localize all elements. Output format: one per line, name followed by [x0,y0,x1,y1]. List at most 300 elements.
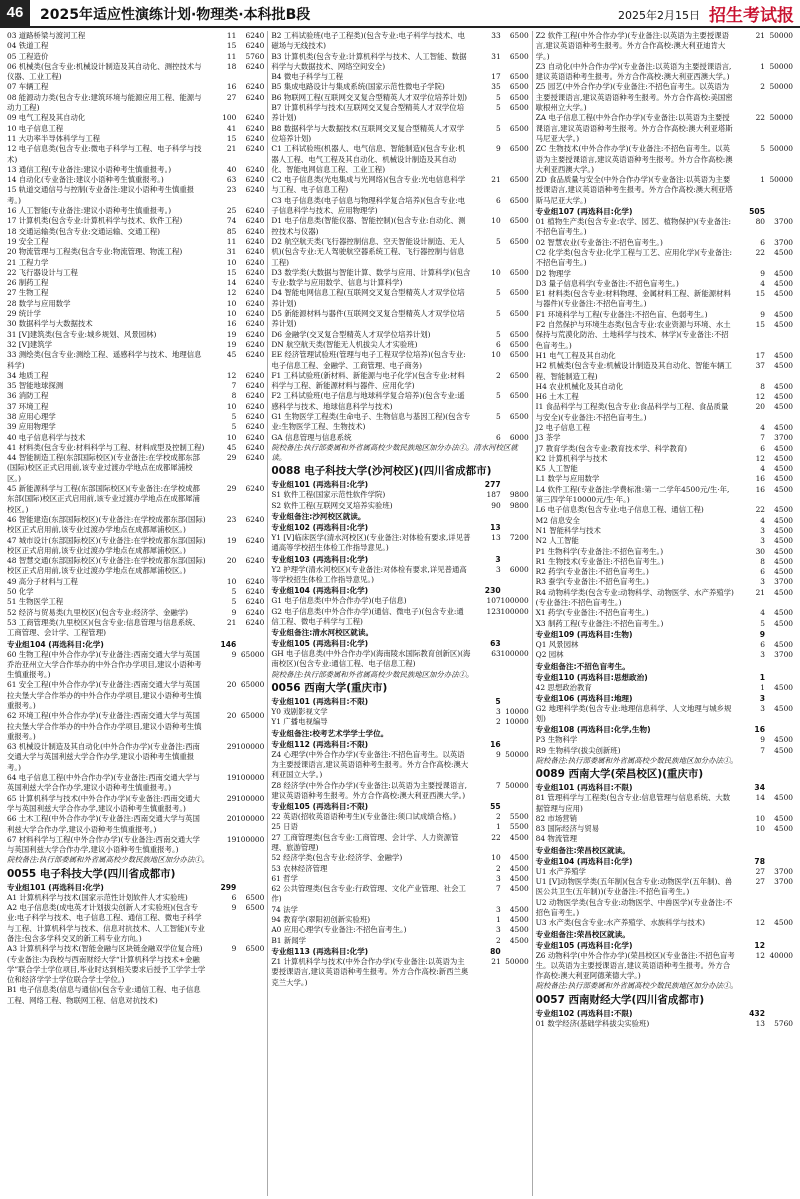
major-name: 安全工程(中外合作办学)(专业备注:西南交通大学与英国拉夫堡大学合作举办的中外合作办学项目,建议小语种考生慎重报考。) [7,680,202,710]
major-entry [536,746,793,756]
major-name: 电子信息类(光电集成与光网络)(包含专业:光电信息科学与工程、电子信息工程) [271,175,466,195]
major-entry [271,533,528,554]
group-header [271,638,528,649]
group-label: 专业组107 (再选科目:化学) [535,207,633,217]
major-name: 生物技术(中外合作办学)(专业备注:不招色盲考生。以英语为主要授课语言,建议英语语种考生报考。外方合作高校:澳大利亚西澳大学。) [535,144,733,174]
major-name: 自然保护与环境生态类(包含专业:农业资源与环境、水土保持与荒漠化防治、土地科学与技术、林学)(专业备注:不招色盲考生。) [535,320,731,350]
major-name: 软件工程(专业备注:学费标准:第一二学年4500元/生·年,第三四学年10000元/生·年。) [535,484,730,505]
major-code: Z1 [271,956,282,966]
tuition-fee: 4500 [509,832,529,842]
major-name: 统计学 [18,309,41,319]
tuition-fee: 4500 [774,484,793,494]
major-name: 物联网工程(互联网交叉复合型精英人才双学位培养计划) [283,92,467,102]
tuition-fee: 6240 [245,92,265,102]
major-name: 环境工程 [18,401,49,411]
tuition-fee: 6240 [245,381,265,391]
major-code: D5 [271,309,282,319]
major-name: 新能源材料与器件(互联网交叉复合型精英人才双学位培养计划) [271,309,465,329]
major-name: 经济学(中外合作办学)(专业备注:以英语为主要授课语言,建议英语语种考生报考。外方合作高校:澳大利亚西澳大学。) [271,780,468,800]
group-count: 80 [490,946,501,956]
plan-count: 187 [486,490,501,500]
major-entry [7,422,264,432]
group-count: 12 [754,940,765,950]
plan-count: 12 [755,392,765,402]
major-name: 经济学类(包含专业:经济学、金融学) [283,853,403,863]
major-name: 工商管理类(九里校区)(包含专业:信息管理与信息系统、工商管理、会计学、工程管理) [7,617,200,638]
major-entry [7,618,264,639]
major-code: 50 [7,587,17,597]
major-entry [536,361,793,382]
plan-count: 1 [760,61,765,71]
tuition-fee: 6500 [509,309,529,319]
major-code: Z8 [271,780,282,790]
tuition-fee: 6500 [509,123,529,133]
major-entry [7,175,264,185]
major-name: 农业机械化及其自动化 [549,381,624,391]
plan-count: 11 [226,31,237,40]
major-name: 工商管理类(包含专业:工商管理、会计学、人力资源管理、旅游管理) [271,832,459,852]
major-code: 20 [7,247,17,257]
group-header [536,929,793,940]
tuition-fee: 100000 [500,596,529,606]
major-entry [7,577,264,587]
columns-container [0,28,800,1196]
major-entry [271,874,528,884]
major-code: K5 [535,464,546,474]
plan-count: 22 [755,247,765,257]
major-name: 戏剧影视文学 [283,707,328,717]
major-name: 电子信息类(中外合作办学)(海南陵水国际教育创新区)(海南校区)(包含专业:通信工程、电子信息工程) [271,649,471,669]
major-name: 工程造价 [18,51,49,61]
major-entry [7,903,264,944]
tuition-fee: 4500 [774,587,793,597]
major-code: G2 [535,703,547,713]
major-entry [7,113,264,123]
major-code: Y2 [271,564,281,574]
major-name: 工科试验班(机器人、电气信息、智能制造)(包含专业:机器人工程、电气工程及其自动化、机械设计制造及其自动化、智能电网信息工程、工业工程) [271,144,466,174]
tuition-fee: 6240 [245,391,265,401]
university-heading: 0057 西南财经大学(四川省成都市) [535,993,705,1006]
plan-count: 21 [226,617,237,627]
major-entry [536,144,793,175]
group-count: 34 [754,783,765,793]
major-code: 25 [271,822,281,832]
major-name: 人工智能 [549,536,579,546]
major-code: 05 [7,51,17,61]
plan-count: 63 [226,175,237,185]
major-name: 计算机类(包含专业:计算机科学与技术、人工智能、数据科学与大数据技术、网络空间安全) [271,51,467,71]
plan-count: 15 [226,41,237,51]
major-entry [271,905,528,915]
major-code: 46 [7,514,17,524]
plan-count: 12 [755,453,765,463]
plan-count: 21 [491,175,501,185]
major-entry [536,1019,793,1029]
tuition-fee: 100000 [236,834,265,844]
major-entry [536,269,793,279]
major-code: 62 [271,884,281,894]
major-name: 化学 [18,587,34,597]
plan-count: 9 [495,749,501,759]
major-entry [7,278,264,288]
major-entry [536,505,793,515]
tuition-fee: 3700 [774,877,793,887]
major-code: S2 [271,500,282,510]
major-code: 63 [7,742,17,752]
major-entry [7,742,264,773]
major-code: GH [271,649,284,659]
major-name: 数学经济(基础学科拔尖实验班) [547,1018,650,1028]
tuition-fee: 6240 [245,597,265,607]
major-entry [7,371,264,381]
school-note: 院校备注:执行部委属和外省属高校少数民族地区加分办法①。 [7,855,210,865]
major-name: 电子信息工程 [545,422,591,432]
major-name: 植物生产类(包含专业:农学、园艺、植物保护)(专业备注:不招色盲考生。) [535,217,732,237]
major-entry [536,310,793,320]
major-code: G1 [271,596,282,606]
major-code: 47 [7,535,17,545]
tuition-fee: 5760 [245,51,265,61]
tuition-fee: 50000 [769,175,793,185]
major-code: 94 [271,915,281,925]
major-name: 动物医学类(包含专业:动物医学、中兽医学)(专业备注:不招色盲考生。) [535,897,733,917]
major-code: F1 [271,370,282,380]
major-code: 61 [7,680,17,690]
major-code: H1 [535,350,547,360]
major-code: ZA [535,113,547,123]
major-name: 护理学(清水河校区)(专业备注:对体检有要求,详见普通高等学校招生体检工作指导意见。) [271,564,467,584]
tuition-fee: 6500 [509,391,529,401]
tuition-fee: 4500 [774,361,793,371]
major-code: 40 [7,432,17,442]
major-name: 园林 [548,650,564,660]
major-entry [271,216,528,237]
plan-count: 10 [491,853,501,863]
plan-count: 19 [226,834,237,844]
plan-count: 5 [760,618,765,628]
tuition-fee: 4500 [774,618,793,628]
plan-count: 4 [760,608,765,618]
major-entry [536,640,793,650]
major-entry [271,822,528,832]
major-entry [536,557,793,567]
major-name: 应用心理学(专业备注:不招色盲考生。) [283,925,407,935]
major-entry [7,216,264,226]
plan-count: 14 [226,278,237,288]
plan-count: 13 [755,1018,765,1028]
tuition-fee: 4500 [774,813,793,823]
major-code: K2 [535,453,546,463]
plan-count: 21 [491,956,501,966]
plan-count: 21 [755,587,765,597]
major-entry [271,781,528,802]
major-name: 微电子科学与工程 [283,72,343,82]
tuition-fee: 100000 [236,793,265,803]
major-code: 26 [7,278,17,288]
major-entry [271,853,528,863]
tuition-fee: 6240 [245,216,265,226]
major-name: 飞行器设计与工程 [18,267,78,277]
group-count: 16 [754,725,765,735]
major-code: 27 [271,832,281,842]
tuition-fee: 100000 [236,773,265,783]
major-name: 智慧农业(专业备注:不招色盲考生。) [547,237,663,247]
major-entry [536,547,793,557]
major-code: P3 [535,735,546,745]
major-entry [7,299,264,309]
tuition-fee: 6500 [509,195,529,205]
plan-count: 20 [755,402,765,412]
tuition-fee: 4500 [509,853,529,863]
tuition-fee: 6240 [245,401,265,411]
major-name: 物流管理 [547,834,577,844]
major-entry [7,41,264,51]
major-name: 电子信息类(智能仪器、智能控制)(包含专业:自动化、测控技术与仪器) [271,216,466,236]
plan-count: 10 [226,309,237,319]
tuition-fee: 4500 [774,309,793,319]
plan-count: 6 [495,339,501,349]
major-name: 蚕学(专业备注:不招色盲考生。) [548,577,649,587]
major-entry [271,925,528,935]
plan-count: 6 [760,443,765,453]
plan-count: 8 [760,556,765,566]
major-entry [536,683,793,693]
major-entry [7,814,264,835]
group-header [536,693,793,704]
major-code: 34 [7,370,17,380]
plan-count: 15 [226,133,237,143]
major-entry [7,340,264,350]
major-code: 27 [7,288,17,298]
plan-count: 21 [226,144,237,154]
major-code: L1 [535,474,546,484]
group-label: 专业组105 (再选科目:化学) [535,940,633,950]
major-name: 铁道工程 [18,41,49,51]
major-name: 生物医学工程类(生命电子、生物信息与基因工程)(包含专业:生物医学工程、生物技术) [271,411,471,432]
group-count: 230 [484,586,501,596]
major-code: 12 [7,144,17,154]
tuition-fee: 9800 [509,500,529,510]
major-name: 信息安全 [550,515,580,525]
major-name: 交通运输类(包含专业:交通运输、交通工程) [18,226,161,236]
group-header [271,511,528,522]
major-entry [536,567,793,577]
tuition-fee: 3700 [774,217,793,227]
tuition-fee: 4500 [774,735,793,745]
tuition-fee: 4500 [774,639,793,649]
major-entry [536,824,793,834]
tuition-fee: 4500 [509,884,529,894]
tuition-fee: 4500 [774,608,793,618]
tuition-fee: 4500 [509,915,529,925]
tuition-fee: 6240 [245,133,265,143]
plan-count: 29 [226,742,237,752]
major-name: 制药工程(专业备注:不招色盲考生。) [547,618,664,628]
major-entry [7,443,264,453]
tuition-fee: 6240 [245,226,265,236]
tuition-fee: 6000 [509,432,529,442]
tuition-fee: 4500 [774,567,793,577]
tuition-fee: 4500 [774,464,793,474]
major-code: Q2 [535,650,547,660]
tuition-fee: 6240 [245,484,265,494]
plan-count: 27 [755,877,765,887]
major-name: 新闻学 [283,935,307,945]
tuition-fee: 6240 [245,453,265,463]
major-name: 电子信息类(中外合作办学)(通信、微电子)(包含专业:通信工程、微电子科学与工程) [271,606,464,626]
group-label: 专业组备注:沙河校区就读。 [271,512,366,522]
plan-count: 5 [495,329,501,339]
tuition-fee: 6240 [245,350,265,360]
group-label: 专业组101 (再选科目:不限) [271,697,369,707]
tuition-fee: 6240 [245,278,265,288]
major-code: B1 [7,985,18,995]
major-entry [7,62,264,83]
tuition-fee: 100000 [236,814,265,824]
major-name: 计算机科学与技术(互联网交叉复合型精英人才双学位培养计划) [271,103,465,123]
major-entry [536,217,793,238]
tuition-fee: 3700 [774,650,793,660]
group-label: 专业组108 (再选科目:化学,生物) [535,725,651,735]
plan-count: 8 [231,391,237,401]
major-name: 自动化(中外合作办学)(专业备注:以英语为主要授课语言,建议英语语种考生报考。外方合作高校:澳大利亚西澳大学。) [535,61,732,82]
plan-count: 9 [231,649,237,659]
major-name: 计算机科学与技术(智能金融与区块链金融双学位复合班)(专业备注:为我校与西南财经大学“计算机科学与技术+金融学”联合学士学位项目,毕业时达到相关要求后授予工学学士学位和经济学学士学位联合学士学位。) [7,944,206,985]
major-name: 管理科学与工程类(包含专业:信息管理与信息系统、大数据管理与应用) [535,793,731,813]
major-entry [7,484,264,515]
plan-count: 10 [755,813,765,823]
tuition-fee: 65000 [240,649,265,659]
tuition-fee: 40000 [769,950,793,960]
major-name: 电子信息工程(中外合作办学)(专业备注:西南交通大学与英国利兹大学合作办学,建议小语种考生慎重报考。) [7,773,200,793]
major-entry [536,62,793,83]
major-entry [7,835,264,856]
plan-count: 2 [495,717,501,727]
major-name: 集成电路设计与集成系统(国家示范性微电子学院) [283,82,445,92]
major-code: 01 [535,1018,546,1028]
plan-count: 5 [495,236,501,246]
major-name: 数学类(大数据与智能计算、数学与应用、计算科学)(包含专业:数学与应用数学、信息与计算科学) [271,267,471,288]
group-label: 专业组103 (再选科目:化学) [271,554,369,564]
tuition-fee: 6500 [245,903,265,913]
major-name: 生物科学(拔尖创新班) [548,745,621,755]
major-name: 智能地球探测 [18,381,64,391]
major-name: 电子信息类(中外合作办学)(电子信息) [284,596,407,606]
major-entry [536,382,793,392]
major-name: 材料科学与工程(中外合作办学)(专业备注:西南交通大学与英国利兹大学合作办学,建议小语种考生慎重报考。) [7,834,200,855]
major-name: [V]建筑学 [18,339,53,349]
plan-count: 5 [495,309,501,319]
group-label: 专业组备注:不招色盲考生。 [535,661,630,671]
plan-count: 7 [760,433,765,443]
major-entry [271,31,528,52]
major-entry [536,814,793,824]
major-code: 08 [7,92,17,102]
school-note: 院校备注:执行部委属和外省属高校少数民族地区加分办法①。 [535,981,738,991]
major-code: Y1 [271,717,281,727]
major-name: 新能源科学与工程(东部国际校区)(专业备注:在学校成都东部(国际)校区正式启用前,该专业过渡办学地点在成都犀浦校区。) [7,484,200,514]
major-name: 软件工程(国家示范性软件学院) [283,490,386,500]
tuition-fee: 4500 [509,925,529,935]
plan-count: 90 [491,500,501,510]
tuition-fee: 6500 [245,892,265,902]
major-name: 经济管理试验班(管理与电子工程双学位培养)(包含专业:电子信息工程、金融学、工商管理、电子商务) [271,350,466,370]
major-name: 哲学 [283,873,298,883]
tuition-fee: 4500 [774,505,793,515]
tuition-fee: 4500 [774,682,793,692]
major-name: 药学(专业备注:不招色盲考生。) [548,567,649,577]
major-code: D4 [271,288,282,298]
major-name: 城市设计(东部国际校区)(专业备注:在学校成都东部(国际)校区正式启用前,该专业过渡办学地点在成都犀浦校区。) [7,535,206,555]
plan-count: 15 [755,289,765,299]
tuition-fee: 5500 [509,812,529,822]
major-code: 82 [535,813,546,823]
plan-count: 5 [495,103,501,113]
major-entry [271,288,528,309]
group-label: 专业组101 (再选科目:化学) [7,882,104,892]
major-name: 轨道交通信号与控制(专业备注:建议小语种考生慎重报考。) [7,185,195,205]
major-code: D1 [271,216,282,226]
major-entry [536,735,793,745]
group-header [536,672,793,683]
tuition-fee: 6240 [245,422,265,432]
tuition-fee: 5760 [774,1018,793,1028]
tuition-fee: 4500 [774,536,793,546]
group-count: 3 [759,693,765,703]
major-name: 生物技术(专业备注:不招色盲考生。) [548,556,664,566]
major-entry [536,464,793,474]
group-label: 专业组105 (再选科目:不限) [271,802,369,812]
major-name: 物流管理与工程类(包含专业:物流管理、物流工程) [18,247,183,257]
major-code: H4 [535,381,547,391]
major-entry [7,773,264,794]
group-count: 1 [759,672,765,682]
tuition-fee: 6240 [245,556,265,566]
major-entry [7,134,264,144]
major-entry [536,619,793,629]
major-name: 水产养殖学 [548,866,586,876]
major-code: B2 [271,31,282,40]
major-entry [7,587,264,597]
tuition-fee: 100000 [236,742,265,752]
group-header [536,206,793,217]
major-entry [7,794,264,815]
column-3 [533,31,796,1196]
tuition-fee: 6240 [245,31,265,40]
major-name: 软件工程(中外合作办学)(专业备注:以英语为主要授课语言,建议英语语种考生报考。外方合作高校:澳大利亚迪肯大学。) [535,31,729,61]
major-code: 65 [7,793,17,803]
major-code: 66 [7,814,17,824]
tuition-fee: 6500 [509,144,529,154]
major-code: C1 [271,144,282,154]
major-code: N2 [535,536,547,546]
tuition-fee: 4500 [509,873,529,883]
major-name: 土木工程(中外合作办学)(专业备注:西南交通大学与英国利兹大学合作办学,建议小语种考生慎重报考。) [7,814,200,834]
school-note: 院校备注:执行部委属和外省属高校少数民族地区加分办法①。 [535,756,738,765]
major-entry [536,454,793,464]
major-entry [271,72,528,82]
plan-count: 2 [495,812,501,822]
plan-count: 1 [495,822,501,832]
major-code: R1 [535,556,546,566]
major-entry [7,608,264,618]
group-label: 专业组104 (再选科目:化学) [535,856,633,866]
major-code: 28 [7,298,17,308]
plan-count: 20 [226,814,237,824]
major-code: 31 [7,329,17,339]
plan-count: 85 [226,226,237,236]
major-entry [536,423,793,433]
